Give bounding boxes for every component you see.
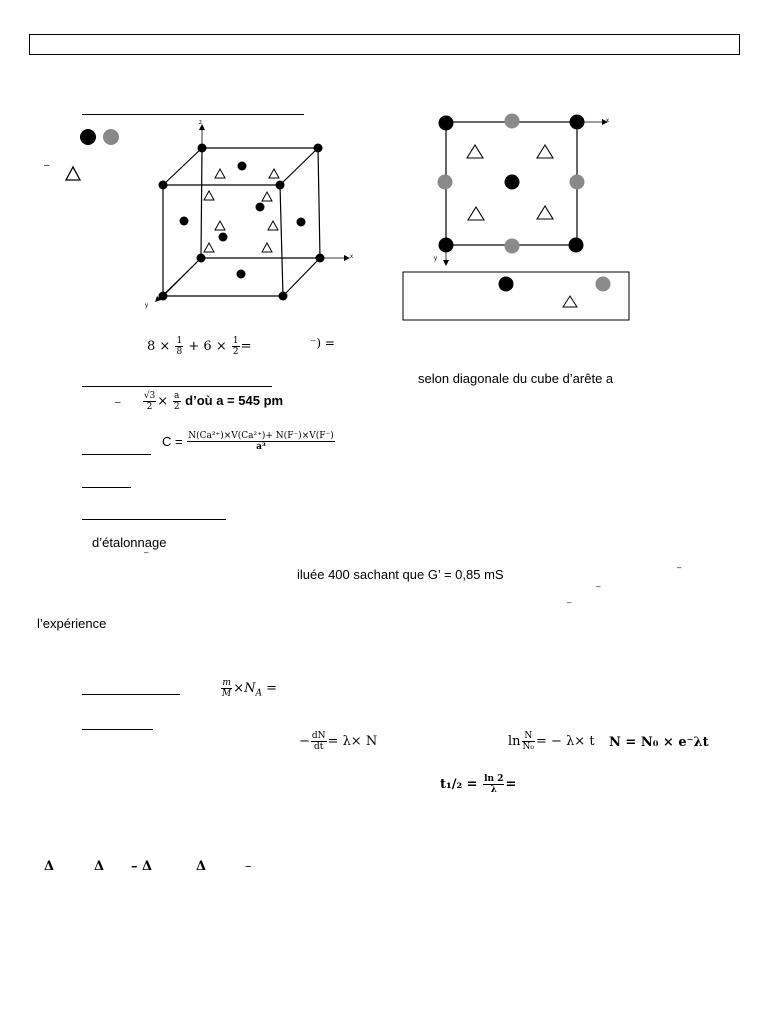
experience-text: l’expérience: [37, 616, 107, 631]
section-rule-6: [82, 694, 180, 695]
decay-differential-equation: − $\frac{dN}{dt}$ = λ× N: [299, 731, 378, 752]
bottom-symbol-3: – Δ: [131, 859, 153, 874]
bottom-symbol-5: –: [245, 859, 252, 874]
etalonnage-text: d’étalonnage: [92, 535, 167, 550]
section-rule-5: [82, 519, 226, 520]
bottom-symbol-4: Δ: [196, 859, 207, 874]
dash-right-1: –: [677, 563, 682, 572]
half-life-equation: t₁/₂ = $\frac{\ln 2}{\lambda}$ =: [440, 774, 517, 795]
section-rule-4: [82, 487, 131, 488]
square-axis-y: y: [434, 256, 437, 262]
dash-small: –: [144, 548, 149, 557]
cube-axis-y: y: [145, 303, 148, 309]
section-rule-3: [82, 454, 151, 455]
section-rule-2: [82, 386, 272, 387]
bottom-symbol-2: Δ: [94, 859, 105, 874]
cube-axis-x: x: [350, 254, 353, 260]
legend-dash: –: [44, 160, 50, 171]
dilution-text: iluée 400 sachant que G’ = 0,85 mS: [297, 567, 504, 582]
dash-right-2: –: [596, 582, 601, 591]
compactness-equation: C = $\frac{\text{N(Ca²⁺)×V(Ca²⁺)+ N(F⁻)×V(F⁻)}}{\text{a³}}$: [162, 431, 334, 452]
lattice-param-equation: – $\frac{√3}{2}$ × $\frac{a}{2}$ d’où a = 545 pm: [115, 391, 284, 412]
cube-axis-z: z: [199, 120, 202, 126]
decay-law: N = N₀ × e⁻λt: [609, 735, 709, 750]
square-axis-x: x: [606, 118, 609, 124]
decay-log-equation: ln $\frac{N}{\text{N₀}}$ = − λ× t: [508, 731, 595, 752]
atom-count-tail: ⁻) =: [310, 336, 335, 350]
section-rule-7: [82, 729, 153, 730]
bottom-symbol-1: Δ: [44, 859, 55, 874]
atom-count-equation: 8 × $\frac{1}{8}$ + 6 × $\frac{1}{2}$ =: [147, 336, 252, 357]
diagonal-note: selon diagonale du cube d’arête a: [418, 371, 614, 386]
dash-right-3: –: [567, 598, 572, 607]
particle-number-equation: $\frac{m}{M}$ $\times N_A$ =: [222, 678, 278, 699]
